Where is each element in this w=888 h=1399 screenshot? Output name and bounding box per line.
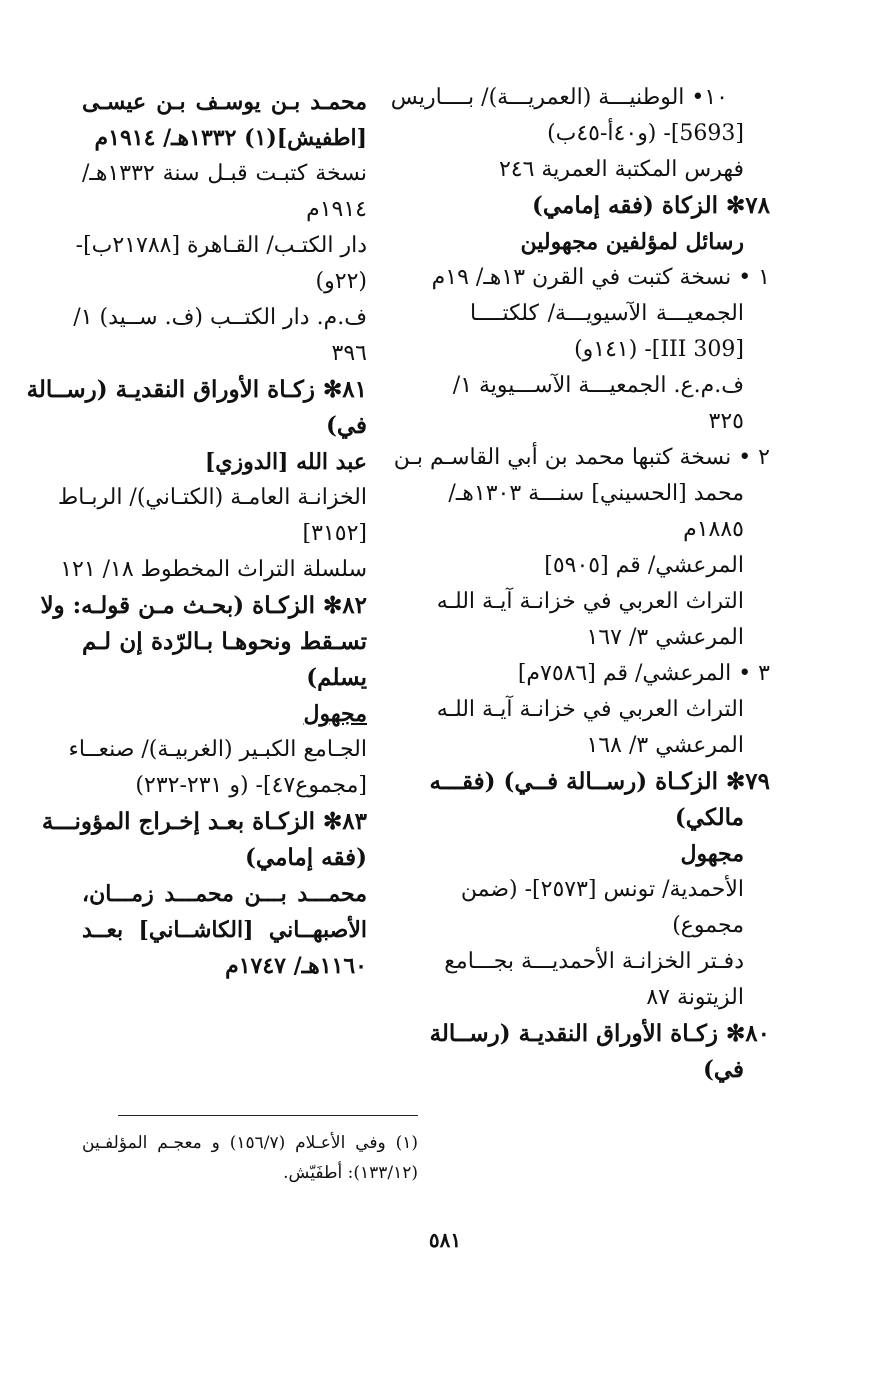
entry-line: المرعشي ٣/ ١٦٨ [586, 733, 744, 758]
footnote-line: (١) وفي الأعـلام (١٥٦/٧) و معجـم المؤلفـين [82, 1133, 418, 1153]
entry-line: الأحمدية/ تونس [٢٥٧٣]- (ضمن [460, 877, 744, 902]
entry-line: المرعشي/ قم [٥٩٠٥] [544, 553, 744, 578]
entry-line: سلسلة التراث المخطوط ١٨/ ١٢١ [60, 557, 367, 582]
entry-author: عبد الله [الدوزي] [204, 449, 367, 475]
entry-author: محمـد بـن يوسـف بـن عيسـى [82, 89, 367, 115]
entry-line: ١ • نسخة كتبت في القرن ١٣هـ/ ١٩م [431, 265, 770, 290]
entry-line: الزيتونة ٨٧ [646, 985, 744, 1010]
entry-heading-82: ٨٢✻ الزكـاة (بحـث مـن قولـه: ولا [40, 592, 367, 619]
entry-line: التراث العربي في خزانـة آيـة اللـه [436, 589, 744, 614]
entry-author: محمـــد بـــن محمـــد زمـــان، [82, 881, 367, 907]
entry-heading-79-cont: مالكي) [674, 804, 744, 831]
entry-author: الأصبهــاني [الكاشــاني] بعــد [82, 917, 367, 943]
entry-heading-80-cont: في) [702, 1056, 744, 1083]
right-column [390, 80, 770, 1088]
entry-heading-83-cont: (فقه إمامي) [245, 844, 367, 871]
entry-line: فهرس المكتبة العمرية ٢٤٦ [498, 157, 744, 182]
entry-author: رسائل لمؤلفين مجهولين [520, 229, 744, 255]
entry-line: [مجموع٤٧]- (و ٢٣١-٢٣٢) [135, 773, 367, 798]
entry-line: المرعشي ٣/ ١٦٧ [586, 625, 744, 650]
footnote-line: (١٣٣/١٢): أطفَيّش. [283, 1163, 418, 1183]
entry-line: ٢ • نسخة كتبها محمد بن أبي القاسـم بـن [393, 445, 770, 470]
left-column [26, 84, 367, 984]
entry-line: دفـتر الخزانـة الأحمديـــة بجـــامع [444, 949, 744, 974]
footnotes [82, 1128, 418, 1188]
entry-line: محمد [الحسيني] سنـــة ١٣٠٣هـ/ [448, 481, 744, 506]
entry-heading-82-cont: يسلم) [306, 664, 367, 691]
entry-line: ٣ • المرعشي/ قم [٧٥٨٦م] [517, 661, 770, 686]
entry-author: ١١٦٠هـ/ ١٧٤٧م [225, 953, 367, 979]
entry-heading-83: ٨٣✻ الزكـاة بعـد إخـراج المؤونـــة [41, 808, 367, 835]
entry-heading-80: ٨٠✻ زكـاة الأوراق النقديـة (رســالة [429, 1020, 770, 1047]
entry-line: ٣٢٥ [708, 409, 744, 434]
entry-line: ١٩١٤م [306, 197, 367, 222]
entry-line: الجـامع الكبـير (الغربيـة)/ صنعــاء [68, 737, 367, 762]
entry-line: ١٠• الوطنيـــة (العمريـــة)/ بــــاريس [390, 85, 728, 110]
entry-heading-81: ٨١✻ زكـاة الأوراق النقديـة (رســالة [26, 376, 367, 403]
entry-line: دار الكتـب/ القـاهرة [٢١٧٨٨ب]- [75, 233, 367, 258]
entry-line: الجمعيـــة الآسيويـــة/ كلكتــــا [470, 301, 744, 326]
entry-line: الخزانـة العامـة (الكتـاني)/ الربـاط [57, 485, 367, 510]
entry-author: [اطفيش](١) ١٣٣٢هـ/ ١٩١٤م [94, 125, 367, 151]
page-number: ٥٨١ [428, 1228, 462, 1252]
entry-line: مجموع) [672, 913, 744, 938]
entry-line: (٢٢و) [315, 269, 367, 294]
entry-line: [5693]- (و٤٠أ-٤٥ب) [547, 121, 744, 146]
entry-heading-82-cont: تسـقط ونحوهـا بـالرّدة إن لـم [82, 628, 367, 655]
entry-line: [III 309]- (١٤١و) [574, 337, 744, 362]
entry-line: نسخة كتبـت قبـل سنة ١٣٣٢هـ/ [82, 161, 367, 186]
entry-heading-81-cont: في) [325, 412, 367, 439]
entry-heading-78: ٧٨✻ الزكاة (فقه إمامي) [531, 192, 770, 219]
entry-line: ف.م. دار الكتــب (ف. ســيد) ١/ [73, 305, 367, 330]
entry-author: مجهول [303, 701, 367, 727]
entry-line: ٣٩٦ [331, 341, 367, 366]
entry-line: ف.م.ع. الجمعيـــة الآســـيوية ١/ [452, 373, 744, 398]
entry-line: ١٨٨٥م [683, 517, 744, 542]
entry-heading-79: ٧٩✻ الزكـاة (رســالة فــي) (فقـــه [429, 768, 770, 795]
entry-line: [٣١٥٢] [302, 521, 367, 546]
entry-author: مجهول [680, 841, 744, 867]
entry-line: التراث العربي في خزانـة آيـة اللـه [436, 697, 744, 722]
footnote-divider [118, 1115, 418, 1116]
